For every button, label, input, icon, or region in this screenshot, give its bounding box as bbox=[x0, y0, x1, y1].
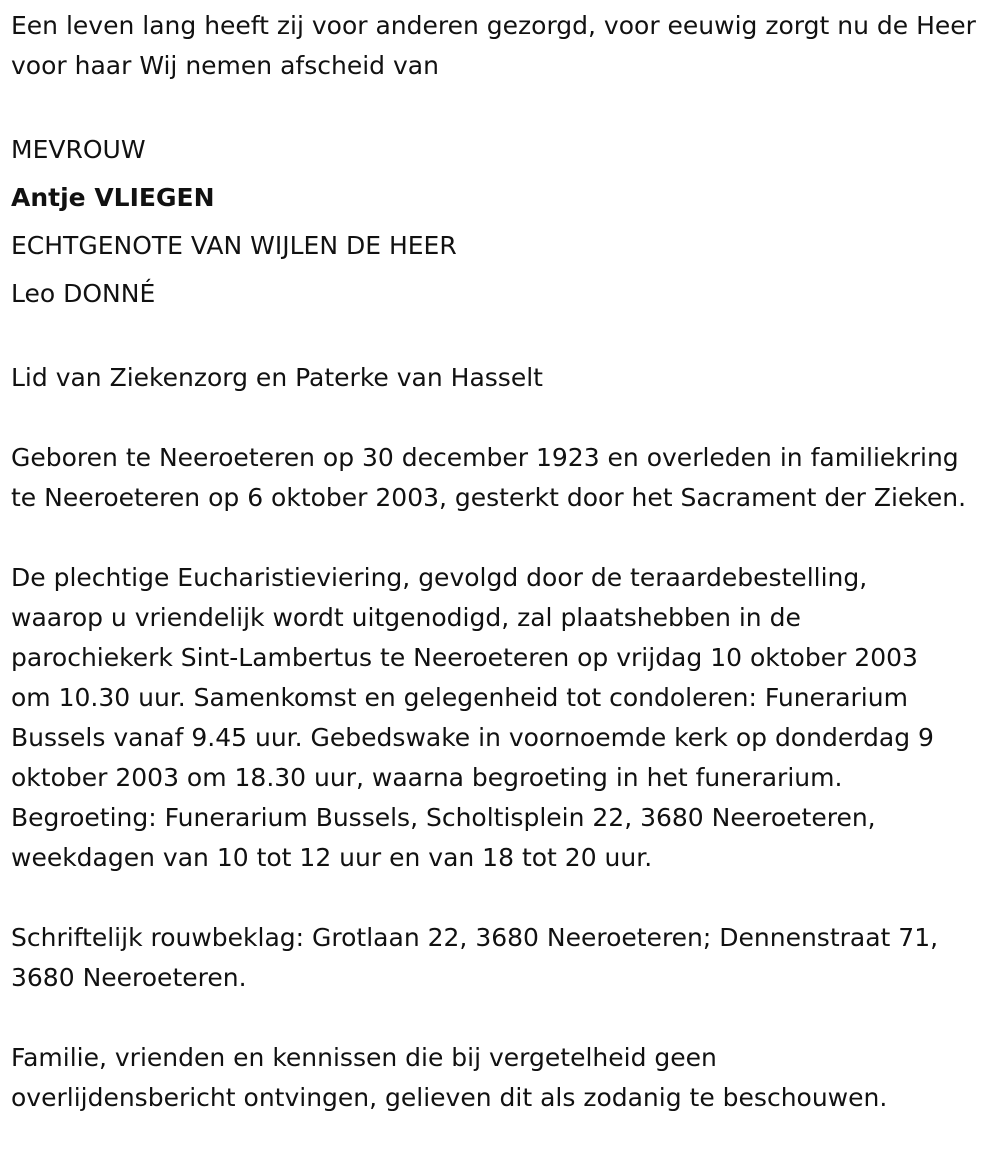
condolence-address-line: Schriftelijk rouwbeklag: Grotlaan 22, 3680 Neeroeteren; Dennenstraat 71, bbox=[11, 923, 939, 952]
intro-text: Een leven lang heeft zij voor anderen gezorgd, voor eeuwig zorgt nu de Heer voor haar Wij nemen afscheid van bbox=[11, 11, 976, 80]
ceremony-line: Begroeting: Funerarium Bussels, Scholtisplein 22, 3680 Neeroeteren, bbox=[11, 803, 876, 832]
spacer bbox=[11, 86, 991, 126]
closing-line: Familie, vrienden en kennissen die bij vergetelheid geen bbox=[11, 1043, 717, 1072]
ceremony-line: waarop u vriendelijk wordt uitgenodigd, zal plaatshebben in de bbox=[11, 603, 801, 632]
spouse-relation: ECHTGENOTE VAN WIJLEN DE HEER bbox=[11, 231, 457, 260]
ceremony-line: Bussels vanaf 9.45 uur. Gebedswake in voornoemde kerk op donderdag 9 bbox=[11, 723, 934, 752]
spacer bbox=[11, 998, 991, 1038]
deceased-name: Antje VLIEGEN bbox=[11, 183, 215, 212]
spacer bbox=[11, 398, 991, 438]
ceremony-line: oktober 2003 om 18.30 uur, waarna begroeting in het funerarium. bbox=[11, 763, 843, 792]
condolence-address-paragraph bbox=[11, 918, 991, 998]
honorific: MEVROUW bbox=[11, 135, 146, 164]
spouse-name: Leo DONNÉ bbox=[11, 279, 156, 308]
ceremony-line: om 10.30 uur. Samenkomst en gelegenheid tot condoleren: Funerarium bbox=[11, 683, 908, 712]
spacer bbox=[11, 318, 991, 358]
spacer bbox=[11, 518, 991, 558]
condolence-address-line: 3680 Neeroeteren. bbox=[11, 963, 247, 992]
ceremony-line: parochiekerk Sint-Lambertus te Neeroeteren op vrijdag 10 oktober 2003 bbox=[11, 643, 918, 672]
spacer bbox=[11, 878, 991, 918]
closing-paragraph bbox=[11, 1038, 991, 1118]
ceremony-line: weekdagen van 10 tot 12 uur en van 18 tot 20 uur. bbox=[11, 843, 653, 872]
membership-text: Lid van Ziekenzorg en Paterke van Hasselt bbox=[11, 363, 543, 392]
birth-death-text: Geboren te Neeroeteren op 30 december 1923 en overleden in familiekring te Neeroeteren op 6 oktober 2003, gesterkt door het Sacrament der Zieken. bbox=[11, 443, 967, 512]
ceremony-paragraph bbox=[11, 558, 991, 878]
obituary-document bbox=[11, 6, 991, 1118]
ceremony-line: De plechtige Eucharistieviering, gevolgd door de teraardebestelling, bbox=[11, 563, 868, 592]
closing-line: overlijdensbericht ontvingen, gelieven dit als zodanig te beschouwen. bbox=[11, 1083, 888, 1112]
